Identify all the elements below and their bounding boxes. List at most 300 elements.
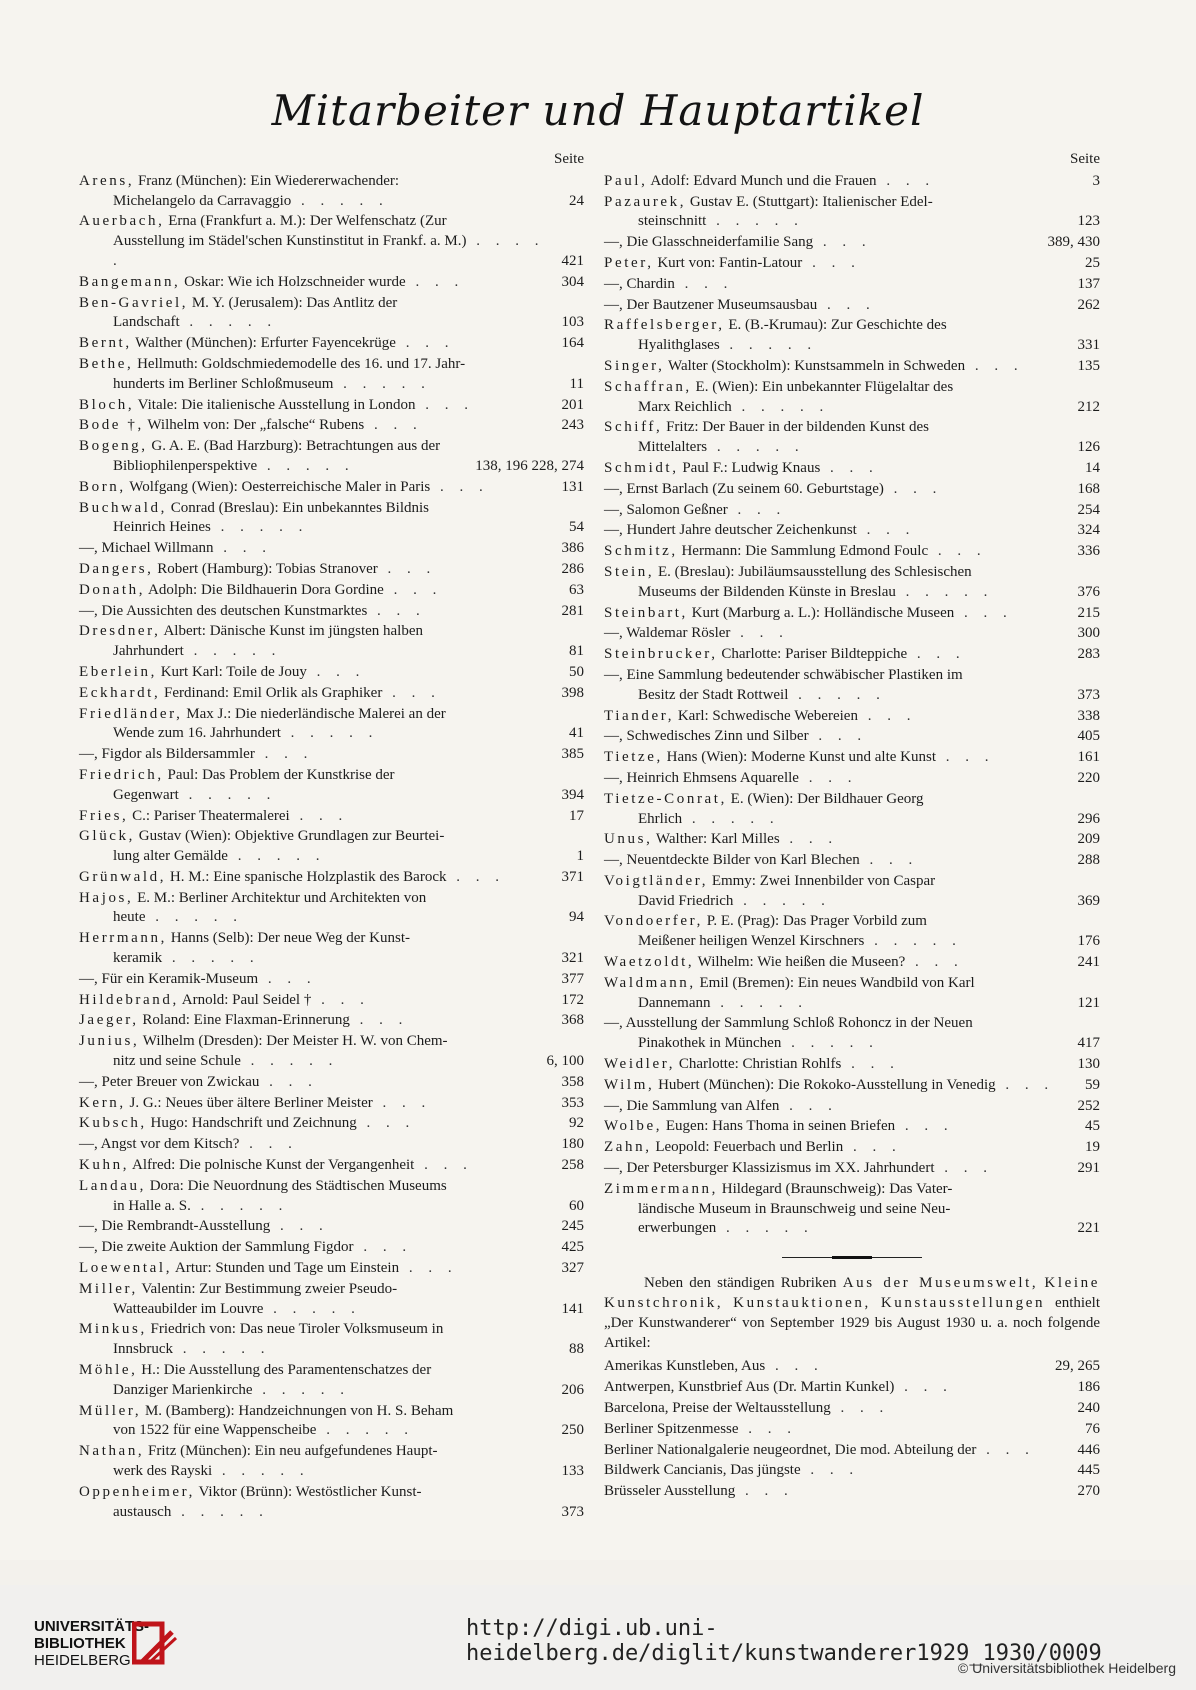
entry-title: —, Der Petersburger Klassizismus im XX. Jahrhundert [604, 1160, 935, 1177]
leader-dots: . . . [239, 1136, 298, 1153]
page-number: 63 [569, 581, 584, 598]
entry-title: —, Die zweite Auktion der Sammlung Figdor [79, 1239, 354, 1256]
entry-continuation-text: von 1522 für eine Wappenscheibe [113, 1422, 317, 1439]
author-name: Eberlein, [79, 663, 157, 680]
entry-continuation-text: Innsbruck [113, 1341, 173, 1358]
entry-first-line [604, 851, 1066, 871]
leader-dots: . . . [735, 1483, 794, 1500]
page-number: 138, 196 228, 274 [475, 457, 584, 474]
index-entry [79, 1135, 584, 1155]
leader-dots: . . . [372, 1094, 432, 1111]
index-entry [79, 705, 584, 745]
leader-dots: . . . [841, 1056, 900, 1073]
author-name: Junius, [79, 1033, 140, 1050]
author-name: Paul, [604, 172, 648, 189]
entry-continuation-text: Pinakothek in München [638, 1035, 782, 1052]
leader-dots: . . . [830, 1400, 890, 1417]
leader-dots: . . . [934, 1160, 993, 1177]
page-number: 286 [561, 560, 584, 577]
leader-dots: . . . . . [733, 892, 831, 909]
index-entry [604, 172, 1100, 192]
rubric-kunstchronik: Kleine Kunstchronik, [604, 1275, 1100, 1312]
entry-continuation-text: austausch [113, 1503, 172, 1520]
entry-first-line [604, 727, 1066, 747]
entry-title: Wilhelm (Dresden): Der Meister H. W. von Chem- [142, 1033, 448, 1050]
page-number: 45 [1085, 1118, 1100, 1135]
entry-continuation-text: David Friedrich [638, 892, 734, 909]
leader-dots: . . . [894, 1379, 953, 1396]
article-list [604, 1357, 1100, 1502]
entry-continuation-text: Dannemann [638, 994, 711, 1011]
page-number: 126 [1077, 439, 1100, 456]
page-number: 417 [1077, 1035, 1100, 1052]
leader-dots: . . . [800, 1462, 860, 1479]
leader-dots: . . . [738, 1420, 798, 1437]
right-column [604, 150, 1100, 1503]
leader-dots: . . . [995, 1076, 1055, 1093]
entry-title: Adolf: Edvard Munch und die Frauen [650, 172, 877, 189]
entry-title: Viktor (Brünn): Westöstlicher Kunst- [198, 1483, 422, 1500]
index-entry [79, 396, 584, 416]
index-entry [79, 1238, 584, 1258]
page-number: 17 [569, 807, 584, 824]
leader-dots: . . . [895, 1118, 954, 1135]
page-number: 92 [569, 1115, 584, 1132]
index-entry [604, 830, 1100, 850]
article-entry [604, 1378, 1100, 1398]
entry-continuation [79, 847, 550, 867]
index-entry [79, 334, 584, 354]
author-name: Jaeger, [79, 1012, 139, 1029]
entry-continuation [604, 686, 1066, 706]
leader-dots: . . . [954, 604, 1013, 621]
rubric-museumswelt: Aus der Museumswelt, [842, 1275, 1039, 1292]
article-entry [604, 1357, 1100, 1377]
entry-first-line [604, 1055, 1066, 1075]
author-name: Ben-Gavriel, [79, 294, 189, 311]
entry-continuation-text: Museums der Bildenden Künste in Breslau [638, 583, 896, 600]
note-outro: enthielt „Der Kunstwanderer“ von September 1929 bis August 1930 u. a. noch folgende Artikel: [604, 1295, 1101, 1351]
index-entry [604, 872, 1100, 912]
entry-title: P. E. (Prag): Das Prager Vorbild zum [706, 913, 927, 930]
page-number: 243 [561, 417, 584, 434]
index-entry [604, 1055, 1100, 1075]
index-entry [604, 1180, 1100, 1239]
entry-continuation [79, 1462, 550, 1482]
author-name: Bogeng, [79, 438, 148, 455]
entry-title: Wilhelm von: Der „falsche“ Rubens [147, 417, 365, 434]
entry-title: M. (Bamberg): Handzeichnungen von H. S. Beham [144, 1402, 454, 1419]
entry-title: Hubert (München): Die Rokoko-Ausstellung in Venedig [658, 1076, 996, 1093]
page-number: 81 [569, 643, 584, 660]
contributor-list-left [79, 172, 584, 1523]
entry-first-line [79, 355, 550, 375]
entry-first-line [604, 1159, 1066, 1179]
leader-dots: . . . . . [190, 1197, 289, 1214]
index-entry [79, 1280, 584, 1320]
page-number: 394 [561, 786, 584, 803]
entry-continuation-text: Marx Reichlich [638, 398, 732, 415]
article-title: Amerikas Kunstleben, Aus [604, 1358, 766, 1375]
entry-title: H.: Die Ausstellung des Paramentenschatzes der [141, 1362, 432, 1379]
entry-title: Walther: Karl Milles [655, 831, 780, 848]
author-name: Zahn, [604, 1139, 652, 1156]
author-name: Steinbart, [604, 604, 688, 621]
page-number: 270 [1077, 1483, 1100, 1500]
page-number: 398 [561, 684, 584, 701]
index-entry [79, 684, 584, 704]
author-name: Auerbach, [79, 213, 165, 230]
leader-dots: . . . [765, 1358, 824, 1375]
index-entry [604, 974, 1100, 1014]
author-name: Hajos, [79, 889, 134, 906]
leader-dots: . . . [843, 1139, 902, 1156]
author-name: Wilm, [604, 1076, 655, 1093]
index-entry [604, 418, 1100, 458]
article-line [604, 1441, 1066, 1461]
index-entry [79, 991, 584, 1011]
leader-dots: . . . . . [895, 583, 994, 600]
entry-title: H. M.: Eine spanische Holzplastik des Barock [169, 868, 447, 885]
leader-dots: . . . . . [263, 1300, 361, 1317]
index-entry [604, 666, 1100, 706]
author-name: Grünwald, [79, 868, 167, 885]
author-name: Donath, [79, 581, 146, 598]
leader-dots: . . . . . [179, 314, 278, 331]
leader-dots: . . . [856, 522, 916, 539]
entry-title: Hildegard (Braunschweig): Das Vater- [721, 1180, 953, 1197]
page-number: 288 [1077, 852, 1100, 869]
leader-dots: . . . [353, 1239, 413, 1256]
index-entry [79, 1442, 584, 1482]
author-name: Schmidt, [604, 459, 679, 476]
entry-first-line [604, 974, 1066, 994]
left-column [79, 150, 584, 1523]
entry-first-line [79, 478, 550, 498]
library-logo-icon [132, 1618, 178, 1668]
entry-title: Hermann: Die Sammlung Edmond Foulc [681, 543, 929, 560]
entry-first-line [79, 684, 550, 704]
author-name: Zimmermann, [604, 1180, 718, 1197]
author-name: Oppenheimer, [79, 1483, 195, 1500]
index-entry [79, 807, 584, 827]
leader-dots: . . . . . [716, 1220, 814, 1237]
entry-title: —, Die Aussichten des deutschen Kunstmarktes [79, 602, 368, 619]
page-number: 221 [1077, 1220, 1100, 1237]
entry-continuation-text: heute [113, 909, 146, 926]
entry-title: Franz (München): Ein Wiedererwachender: [137, 172, 400, 189]
entry-first-line [79, 602, 550, 622]
entry-title: Dora: Die Neuordnung des Städtischen Museums [149, 1177, 447, 1194]
entry-title: Albert: Dänische Kunst im jüngsten halben [163, 623, 424, 640]
entry-continuation [79, 313, 550, 333]
entry-first-line [79, 1135, 550, 1155]
index-entry [79, 745, 584, 765]
entry-title: Kurt (Marburg a. L.): Holländische Museen [691, 604, 955, 621]
index-entry [79, 1156, 584, 1176]
index-entry [79, 478, 584, 498]
author-name: Fries, [79, 807, 129, 824]
index-entry [604, 769, 1100, 789]
author-name: Born, [79, 478, 126, 495]
leader-dots: . . . . . [212, 1463, 310, 1479]
entry-title: —, Angst vor dem Kitsch? [79, 1136, 240, 1153]
index-entry [79, 1402, 584, 1442]
index-entry [79, 970, 584, 990]
author-name: Kubsch, [79, 1115, 147, 1132]
author-name: Dangers, [79, 560, 154, 577]
page-number: 76 [1085, 1420, 1100, 1437]
entry-continuation [79, 786, 550, 806]
entry-first-line [79, 1483, 550, 1503]
entry-title: —, Der Bautzener Museumsausbau [604, 296, 818, 313]
entry-first-line [79, 970, 550, 990]
leader-dots: . . . [213, 540, 273, 557]
entry-title: Robert (Hamburg): Tobias Stranover [157, 560, 378, 577]
page-number: 262 [1077, 296, 1100, 313]
page-number: 19 [1085, 1139, 1100, 1156]
author-name: Müller, [79, 1402, 142, 1419]
entry-title: —, Peter Breuer von Zwickau [79, 1073, 260, 1090]
entry-first-line [604, 563, 1066, 583]
entry-title: Hugo: Handschrift und Zeichnung [150, 1115, 357, 1132]
entry-first-line [79, 1238, 550, 1258]
page-title: Mitarbeiter und Hauptartikel [271, 86, 925, 135]
page-number: 240 [1077, 1400, 1100, 1417]
entry-continuation [604, 810, 1066, 830]
article-entry [604, 1441, 1100, 1461]
entry-title: Kurt Karl: Toile de Jouy [160, 663, 307, 680]
author-name: Friedrich, [79, 766, 164, 783]
page-number: 29, 265 [1055, 1358, 1100, 1375]
entry-title: —, Schwedisches Zinn und Silber [604, 728, 809, 745]
page-number: 377 [561, 970, 584, 987]
index-entry [79, 1483, 584, 1523]
entry-first-line [604, 707, 1066, 727]
page-number: 376 [1077, 583, 1100, 600]
page-number: 180 [561, 1136, 584, 1153]
entry-continuation-text: Heinrich Heines [113, 519, 211, 536]
entry-title: Paul F.: Ludwig Knaus [682, 459, 821, 476]
entry-continuation-text: Wende zum 16. Jahrhundert [113, 725, 281, 742]
entry-continuation [79, 518, 550, 538]
index-entry [604, 604, 1100, 624]
entry-title: Charlotte: Pariser Bildteppiche [721, 646, 908, 663]
author-name: Minkus, [79, 1321, 147, 1338]
entry-first-line [604, 418, 1066, 438]
author-name: Glück, [79, 828, 136, 845]
entry-first-line [604, 769, 1066, 789]
entry-title: Conrad (Breslau): Ein unbekanntes Bildnis [170, 499, 430, 516]
leader-dots: . . . [446, 868, 505, 885]
entry-first-line [79, 807, 550, 827]
entry-first-line [79, 1217, 550, 1237]
entry-continuation-text: Landschaft [113, 314, 180, 331]
index-entry [604, 193, 1100, 233]
entry-first-line [604, 1117, 1066, 1137]
page-number: 296 [1077, 810, 1100, 827]
page-number: 371 [561, 868, 584, 885]
logo-line-1: UNIVERSITÄTS- [34, 1618, 150, 1635]
leader-dots: . . . [405, 273, 465, 290]
entry-first-line [79, 868, 550, 888]
author-name: Waldmann, [604, 974, 696, 991]
entry-first-line [604, 624, 1066, 644]
author-name: Eckhardt, [79, 684, 161, 701]
permalink-url[interactable]: http://digi.ub.uni-heidelberg.de/diglit/kunstwanderer1929_1930/0009 [466, 1616, 1102, 1666]
entry-first-line [79, 560, 550, 580]
leader-dots: . . . . . [178, 786, 277, 803]
entry-first-line [604, 1138, 1066, 1158]
entry-title: Arnold: Paul Seidel † [181, 991, 312, 1008]
leader-dots: . . . . . [252, 1381, 351, 1398]
entry-continuation [604, 994, 1066, 1014]
page-number: 445 [1077, 1462, 1100, 1479]
page-number: 121 [1077, 994, 1100, 1011]
leader-dots: . . . . . [781, 1035, 879, 1052]
article-title: Berliner Spitzenmesse [604, 1420, 739, 1437]
index-entry [604, 521, 1100, 541]
leader-dots: . . . [364, 417, 423, 434]
leader-dots: . . . [813, 234, 872, 251]
author-name: Pazaurek, [604, 193, 687, 210]
article-entry [604, 1399, 1100, 1419]
entry-continuation-text: Michelangelo da Carravaggio [113, 192, 292, 209]
page-number: 241 [1077, 954, 1100, 971]
page-number: 324 [1077, 522, 1100, 539]
entry-first-line [79, 1156, 550, 1176]
entry-continuation [79, 724, 550, 744]
entry-continuation [79, 949, 550, 969]
entry-first-line [79, 1320, 550, 1340]
entry-first-line [79, 1094, 550, 1114]
page-number: 133 [561, 1463, 584, 1479]
entry-first-line [79, 991, 550, 1011]
leader-dots: . . . . . [145, 909, 243, 926]
author-name: Loewental, [79, 1260, 173, 1277]
index-entry [604, 851, 1100, 871]
entry-continuation [604, 583, 1066, 603]
entry-first-line [79, 581, 550, 601]
leader-dots: . . . [258, 970, 317, 987]
index-entry [79, 766, 584, 806]
index-entry [604, 459, 1100, 479]
entry-first-line [79, 663, 550, 683]
page-number: 176 [1077, 933, 1100, 950]
page-number: 161 [1077, 749, 1100, 766]
index-entry [604, 1138, 1100, 1158]
entry-title: Leopold: Feuerbach und Berlin [655, 1139, 844, 1156]
page-number: 327 [561, 1260, 584, 1277]
index-entry [79, 1217, 584, 1237]
leader-dots: . . . . . [710, 994, 808, 1011]
entry-title: Fritz (München): Ein neu aufgefundenes Haupt- [148, 1443, 438, 1460]
entry-title: Wolfgang (Wien): Oesterreichische Maler in Paris [129, 478, 431, 495]
rubric-kunstauktionen: Kunstauktionen, [733, 1295, 871, 1312]
logo-line-2: BIBLIOTHEK [34, 1635, 126, 1652]
page-number: 50 [569, 663, 584, 680]
article-line [604, 1420, 1066, 1440]
entry-title: Friedrich von: Das neue Tiroler Volksmuseum in [150, 1321, 444, 1338]
page-number: 94 [569, 909, 584, 926]
author-name: Buchwald, [79, 499, 167, 516]
index-entry [79, 1011, 584, 1031]
leader-dots: . . . [857, 707, 917, 724]
entry-title: Artur: Stunden und Tage um Einstein [175, 1260, 400, 1277]
entry-title: E. M.: Berliner Architektur und Architekten von [137, 889, 427, 906]
entry-continuation [79, 375, 550, 395]
entry-continuation [79, 1421, 550, 1441]
article-title: Brüsseler Ausstellung [604, 1483, 736, 1500]
entry-continuation-text: Gegenwart [113, 786, 179, 803]
leader-dots: . . . . . [788, 686, 886, 703]
section-divider [782, 1257, 922, 1258]
page-number: 304 [561, 273, 584, 290]
page-number: 220 [1077, 769, 1100, 786]
page-number: 283 [1077, 646, 1100, 663]
entry-title: Max J.: Die niederländische Malerei an der [186, 705, 446, 722]
entry-first-line [604, 480, 1066, 500]
leader-dots: . . . [270, 1218, 329, 1235]
leader-dots: . . . . . [333, 375, 431, 392]
entry-continuation-text: Ausstellung im Städel'schen Kunstinstitut in Frankf. a. M.) [113, 233, 467, 250]
leader-dots: . . . . . [171, 1503, 269, 1520]
entry-continuation-text: Mittelalters [638, 439, 708, 456]
index-entry [79, 294, 584, 334]
entry-first-line [79, 1442, 550, 1462]
entry-title: Adolph: Die Bildhauerin Dora Gordine [148, 581, 384, 598]
entry-first-line [604, 912, 1066, 932]
entry-title: Walter (Stockholm): Kunstsammeln in Schweden [668, 357, 966, 374]
leader-dots: . . . . . [183, 643, 282, 660]
author-name: Schaffran, [604, 378, 692, 395]
index-entry [79, 889, 584, 929]
entry-first-line [604, 521, 1066, 541]
author-name: Stein, [604, 563, 655, 580]
leader-dots: . . . [367, 602, 426, 619]
index-entry [79, 499, 584, 539]
page-number: 172 [561, 991, 584, 1008]
entry-first-line [79, 827, 550, 847]
page-number: 281 [561, 602, 584, 619]
entry-continuation-text: keramik [113, 950, 163, 967]
entry-first-line [79, 1177, 550, 1197]
rubric-kunstausstellungen: Kunstausstellungen [880, 1295, 1046, 1312]
leader-dots: . . . [727, 501, 787, 518]
entry-title: Alfred: Die polnische Kunst der Vergangenheit [132, 1157, 415, 1174]
index-entry [604, 275, 1100, 295]
entry-title: —, Neuentdeckte Bilder von Karl Blechen [604, 852, 860, 869]
entry-first-line [79, 539, 550, 559]
page-number: 331 [1077, 337, 1100, 354]
page-number: 250 [561, 1422, 584, 1439]
entry-first-line [79, 745, 550, 765]
page-number: 254 [1077, 501, 1100, 518]
entry-title: —, Heinrich Ehmsens Aquarelle [604, 769, 799, 786]
entry-continuation [79, 642, 550, 662]
entry-continuation [79, 192, 550, 212]
leader-dots: . . . [259, 1073, 318, 1090]
entry-title: Walther (München): Erfurter Fayencekrüge [135, 335, 396, 352]
author-name: Möhle, [79, 1362, 138, 1379]
leader-dots: . . . [883, 480, 943, 497]
entry-continuation-text: Bibliophilenperspektive [113, 457, 258, 474]
entry-continuation-text: hunderts im Berliner Schloßmuseum [113, 375, 334, 392]
page-number: 14 [1085, 459, 1100, 476]
leader-dots: . . . [905, 954, 964, 971]
seite-label-right: Seite [1070, 151, 1100, 167]
index-entry [79, 1361, 584, 1401]
